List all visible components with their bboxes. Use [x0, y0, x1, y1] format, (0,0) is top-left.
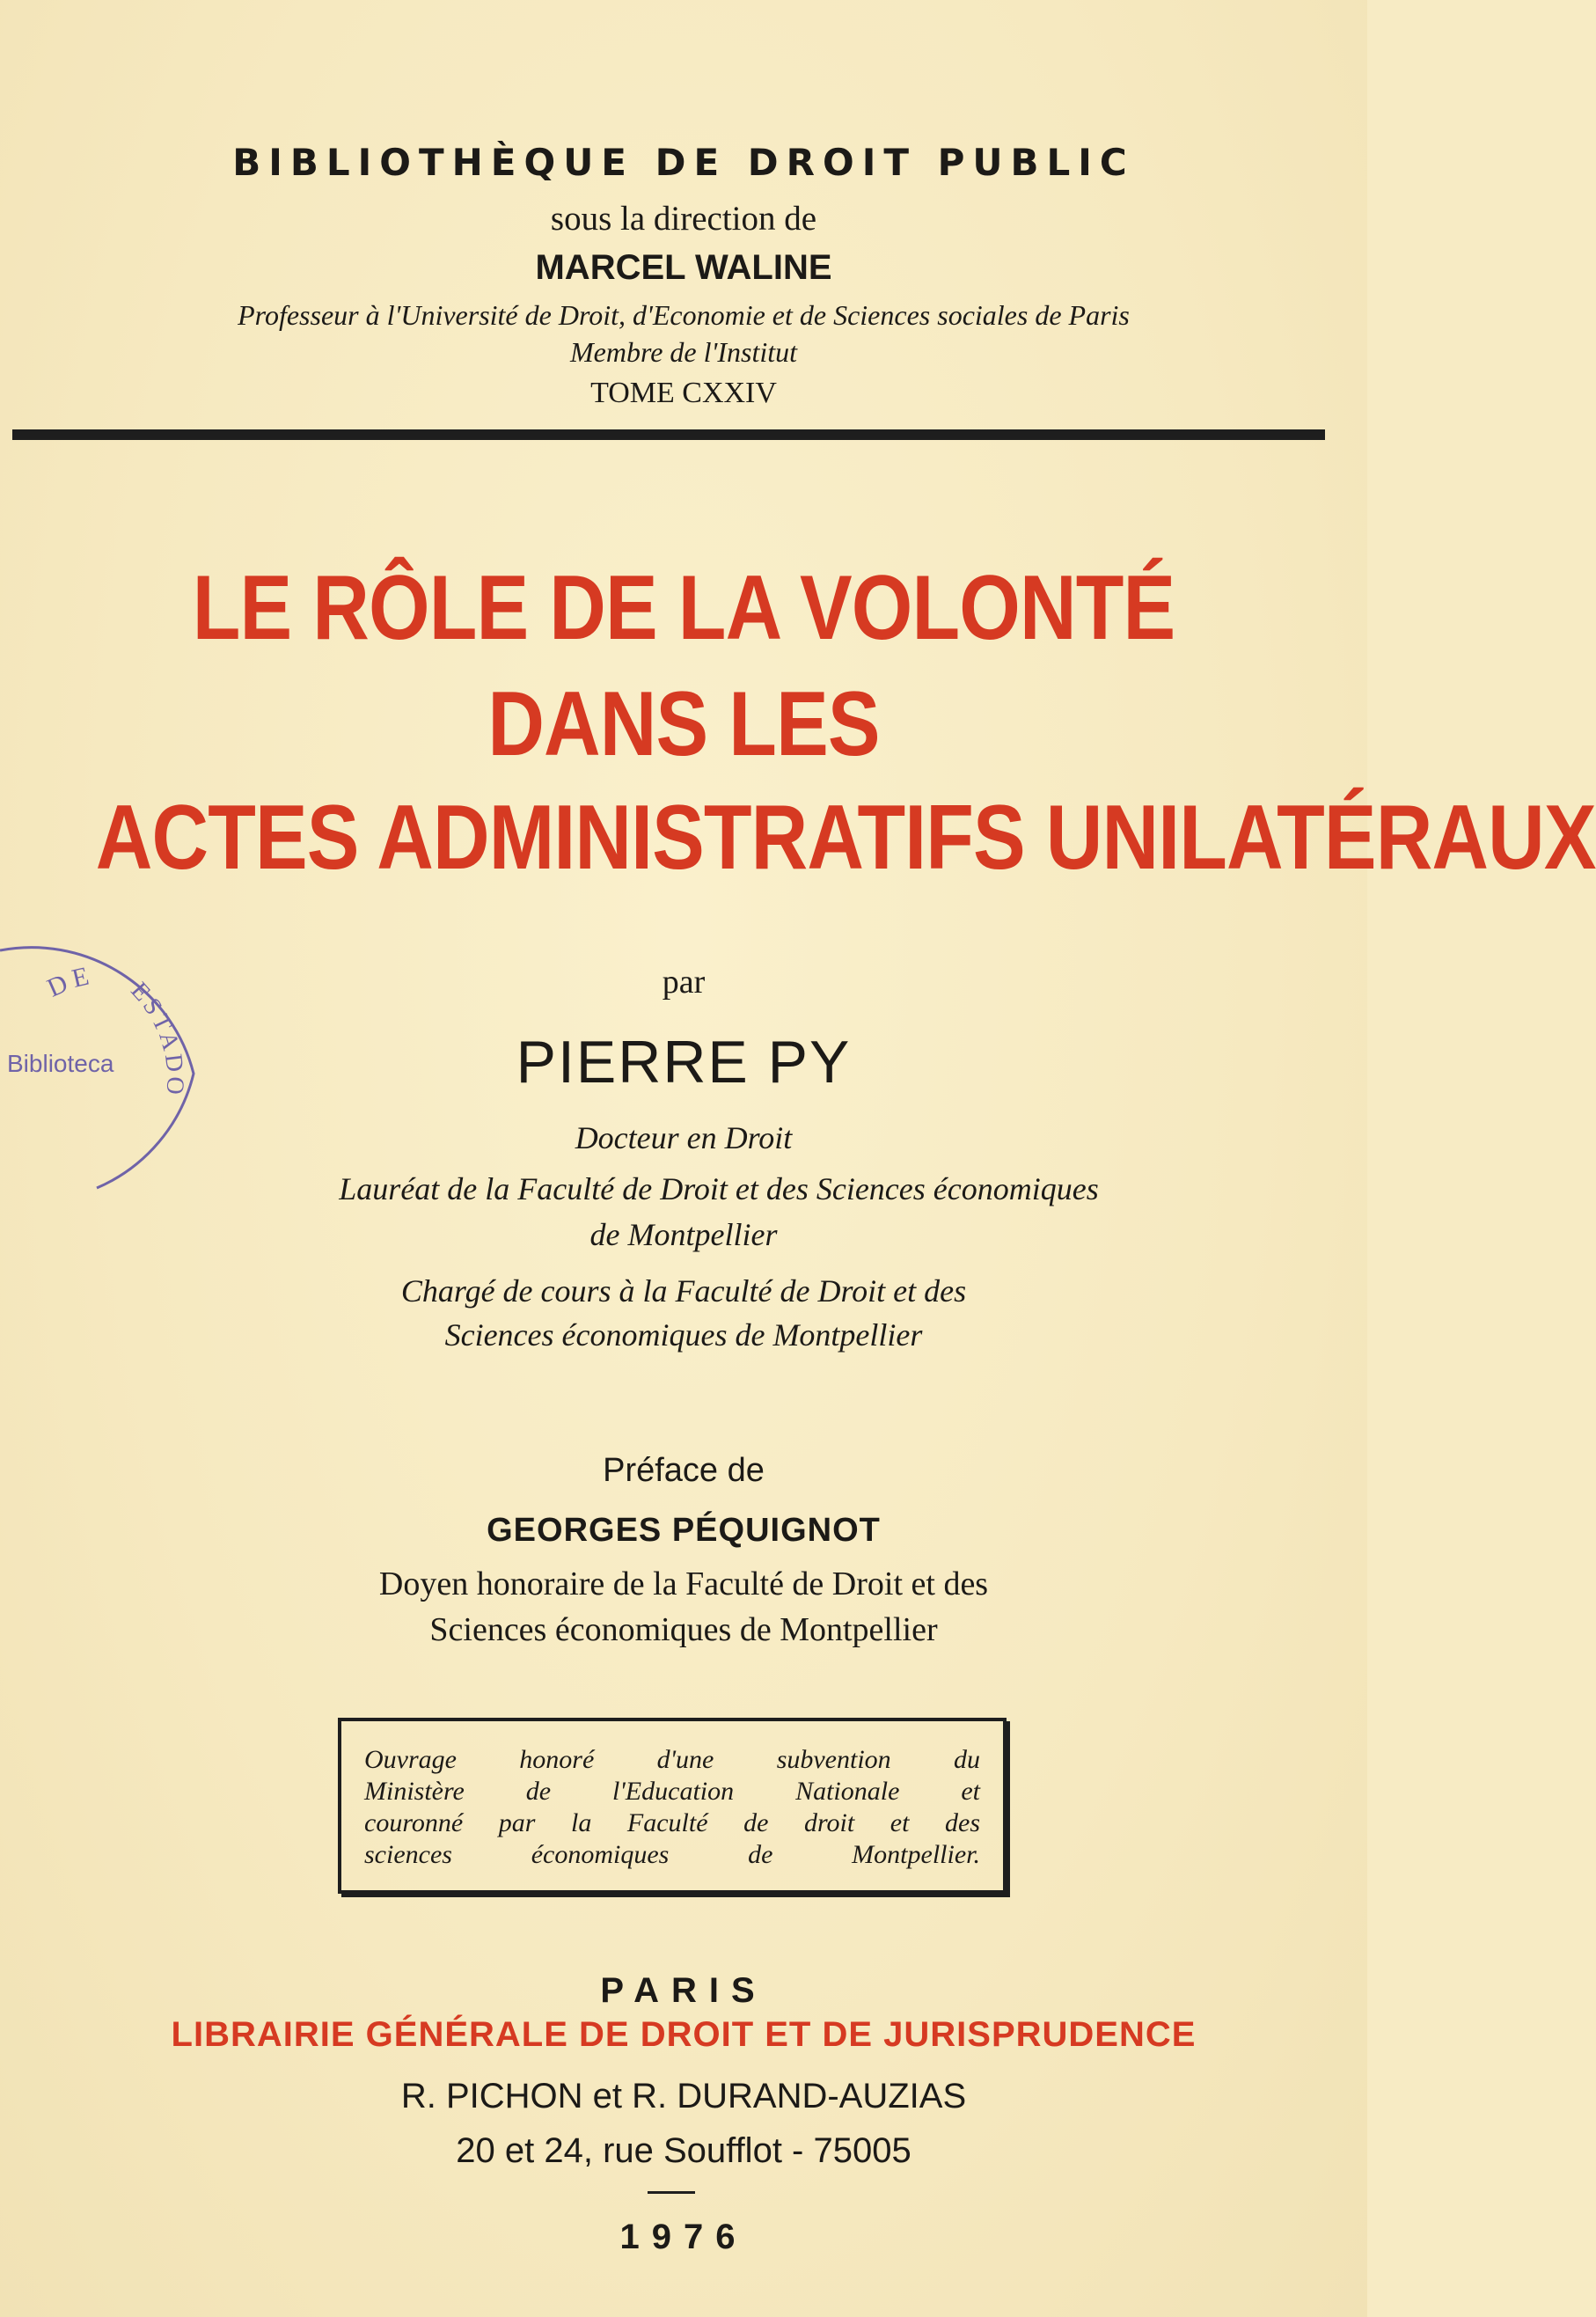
- tome-number: TOME CXXIV: [590, 377, 777, 409]
- author-by: par: [662, 964, 706, 1001]
- publication-city: PARIS: [600, 1971, 767, 2010]
- director-title: Professeur à l'Université de Droit, d'Economie et de Sciences sociales de Paris: [238, 299, 1130, 331]
- stamp-arc-top-text: DE: [42, 960, 97, 1003]
- author-credential: Docteur en Droit: [575, 1120, 793, 1155]
- series-name: BIBLIOTHÈQUE DE DROIT PUBLIC: [232, 141, 1135, 184]
- author-credential: Chargé de cours à la Faculté de Droit et des: [400, 1273, 967, 1309]
- stamp-arc-right-text: ESTADO: [125, 977, 189, 1099]
- imprint-divider: [648, 2191, 695, 2194]
- stamp-center-text: Biblioteca: [7, 1050, 114, 1077]
- honor-line: Ministère de l'Education Nationale et: [364, 1777, 980, 1806]
- book-title-line-1: LE RÔLE DE LA VOLONTÉ: [192, 557, 1175, 659]
- honor-line: couronné par la Faculté de droit et des: [364, 1808, 980, 1837]
- book-title-line-3: ACTES ADMINISTRATIFS UNILATÉRAUX: [95, 787, 1596, 889]
- preface-author: GEORGES PÉQUIGNOT: [487, 1512, 881, 1549]
- honor-notice-text: [364, 1744, 980, 1871]
- publisher-partners: R. PICHON et R. DURAND-AUZIAS: [400, 2077, 967, 2115]
- series-director: MARCEL WALINE: [535, 248, 832, 287]
- publisher-name: LIBRAIRIE GÉNÉRALE DE DROIT ET DE JURISPRUDENCE: [171, 2015, 1197, 2054]
- author-credential: Lauréat de la Faculté de Droit et des Sciences économiques: [339, 1171, 1099, 1206]
- author-credential: de Montpellier: [589, 1217, 778, 1252]
- preface-label: Préface de: [603, 1452, 765, 1489]
- publisher-address: 20 et 24, rue Soufflot - 75005: [456, 2131, 911, 2170]
- honor-notice-box: [338, 1718, 1007, 1894]
- preface-author-role: Sciences économiques de Montpellier: [429, 1611, 938, 1648]
- preface-author-role: Doyen honoraire de la Faculté de Droit et des: [378, 1565, 989, 1602]
- director-membership: Membre de l'Institut: [569, 336, 798, 368]
- author-credential: Sciences économiques de Montpellier: [444, 1317, 923, 1353]
- publication-year: 1976: [619, 2218, 748, 2256]
- honor-line: sciences économiques de Montpellier.: [364, 1840, 980, 1869]
- honor-line: Ouvrage honoré d'une subvention du: [364, 1745, 980, 1774]
- header-divider: [12, 429, 1325, 440]
- book-title-line-2: DANS LES: [487, 673, 880, 775]
- author-name: PIERRE PY: [516, 1029, 852, 1096]
- direction-label: sous la direction de: [550, 200, 817, 238]
